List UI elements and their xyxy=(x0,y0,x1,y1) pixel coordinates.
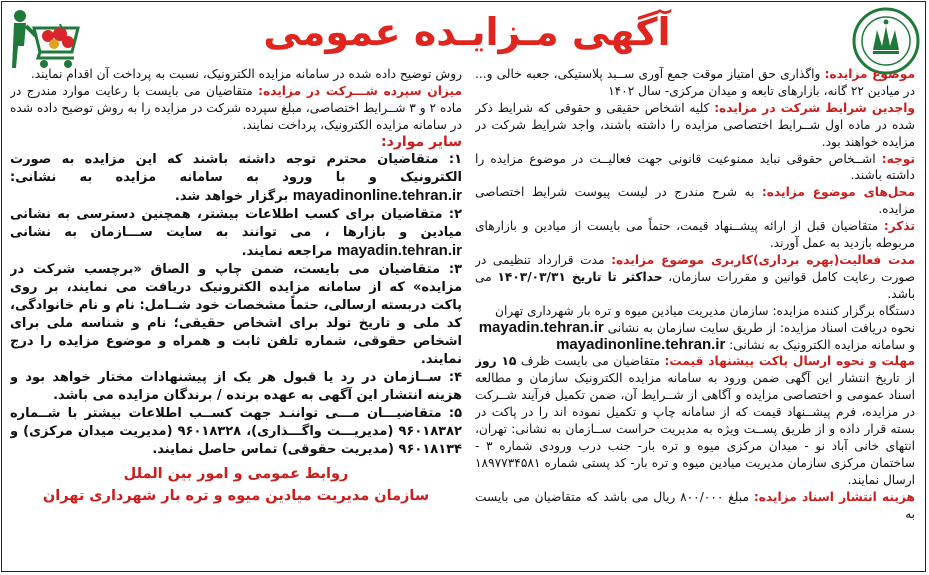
fee-paragraph xyxy=(475,489,915,523)
deadline-paragraph xyxy=(475,353,915,488)
eligibility-text: کلیه اشخاص حقیقی و حقوقی که شرایط ذکر شده در ماده اول شــرایط اختصاصی مزایده را داشته باشند، واجد شرایط شرکت در مزایده خواهند بود. xyxy=(475,100,915,149)
docs-text: نحوه دریافت اسناد مزایده: از طریق سایت سازمان به نشانی xyxy=(603,320,915,335)
locations-label: محل‌های موضوع مزایده: xyxy=(761,185,915,200)
portal-paragraph xyxy=(475,337,915,354)
page-title: آگهی مـزایـده عمومی xyxy=(263,10,671,54)
organizer-paragraph: دستگاه برگزار کننده مزایده: سازمان مدیریت میادین میوه و تره بار شهرداری تهران xyxy=(495,303,915,318)
deadline-text-rest: از تاریخ انتشار این آگهی ضمن ورود به سامانه مزایده الکترونیک سازمان و مطالعه اسناد عمومی و اختصاصی مزایده و آگاهی از شــرایط آن، ضمن تکمیل فرآیند شــرکت در مزایده، فرم پیشــنهاد قیمت که از سامانه چاپ و تکمیل نموده اند را در پاکت در بسته قرار داده و از طریق پســت ویژه به مدیریت حراست ســازمان به نشانی: تهران، انتهای خانی آباد نو - میدان مرکزی میوه و تره بار- جنب درب ورودی شماره ۳ - ساختمان مرکزی سازمان مدیریت میادین میوه و تره بار- کد پستی شماره ۱۸۹۷۷۳۴۵۸۱ ارسال نمایند. xyxy=(475,371,915,487)
misc-item-3: ۳: متقاضیان می بایست، ضمن چاپ و الصاق «برچسب شرکت در مزایده» که از سامانه مزایده الکترونیک دریافت می نمایند، بر روی پاکت دربسته ارسالی، حتماً مشخصات خود شــامل: نام و نام خانوادگی، کد ملی و تاریخ تولد برای اشخاص حقیقی؛ نام و شناسه ملی برای اشخاص حقوقی، شماره تلفن ثابت و همراه و موضوع مزایده را درج نمایند. xyxy=(10,261,462,367)
misc-item-1 xyxy=(10,151,462,206)
right-column xyxy=(475,66,915,571)
signature-block xyxy=(10,463,462,507)
deadline-label: مهلت و نحوه ارسال پاکت پیشنهاد قیمت: xyxy=(664,354,915,369)
misc-item-2-url[interactable]: mayadin.tehran.ir xyxy=(336,241,462,259)
misc-item-1-url[interactable]: mayadinonline.tehran.ir xyxy=(292,186,462,204)
header xyxy=(2,2,925,64)
period-text: مدت قرارداد تنظیمی در صورت رعایت کامل قوانین و مقررات سازمان، xyxy=(475,252,915,284)
deposit-paragraph xyxy=(10,83,462,134)
misc-item-1-text: ۱: متقاضیان محترم توجه داشته باشند که این مزایده به صورت الکترونیک و با ورود به سامانه مزایده به نشانی: xyxy=(10,151,462,185)
reminder-label: تذکر: xyxy=(883,219,915,234)
misc-item-5: ۵: متقاضیـــان مـــی تواننـد جهت کســب اطلاعات بیشتر با شــماره ۹۶۰۱۸۳۸۲ (مدیریـــت واگـــذاری)، ۹۶۰۱۸۳۲۸ (مدیریت میدان مرکزی) و ۹۶۰۱۸۱۳۴ (مدیریت حقوقی) تماس حاصل نمایند. xyxy=(10,405,462,457)
eligibility-label: واجدین شرایط شرکت در مزایده: xyxy=(714,100,915,115)
misc-item-2 xyxy=(10,206,462,261)
reminder-paragraph xyxy=(475,218,915,252)
misc-item-1-end: برگزار خواهد شد. xyxy=(174,188,293,204)
misc-item-2-end: مراجعه نمایند. xyxy=(241,243,337,259)
period-text-end: می باشد. xyxy=(475,269,915,301)
subject-paragraph xyxy=(475,66,915,100)
misc-item-4: ۴: ســازمان در رد یا قبول هر یک از پیشنهادات مختار خواهد بود و هزینه انتشار این آگهی به عهده برنده / برندگان مزایده می باشد. xyxy=(10,369,462,403)
fee-label: هزینه انتشار اسناد مزایده: xyxy=(753,489,915,504)
locations-paragraph xyxy=(475,184,915,218)
site-url-link[interactable]: mayadin.tehran.ir xyxy=(478,318,604,336)
deposit-text: متقاضیان می بایست با رعایت موارد مندرج در ماده ۲ و ۳ شــرایط اختصاصی، مبلغ سپرده شرکت در مزایده را به روش توضیح داده شده در سامانه مزایده الکترونیک، پرداخت نمایند. xyxy=(10,83,462,132)
left-column xyxy=(10,66,462,571)
fee-text: مبلغ ۸۰۰/۰۰۰ ریال می باشد که متقاضیان می بایست به xyxy=(475,489,915,521)
note-paragraph xyxy=(475,151,915,185)
footer-organization: سازمان مدیریت میادین میوه و تره بار شهرداری تهران xyxy=(42,487,430,504)
portal-text: و سامانه مزایده الکترونیک به نشانی: xyxy=(725,337,915,352)
period-label: مدت فعالیت(بهره برداری)کاربری موضوع مزایده: xyxy=(611,252,915,267)
subject-text: واگذاری حق امتیاز موقت جمع آوری ســبد پلاستیکی، جعبه خالی و... در میادین ۲۲ گانه، بازارهای تابعه و میدان مرکزی- سال ۱۴۰۲ xyxy=(475,67,915,98)
portal-url-link[interactable]: mayadinonline.tehran.ir xyxy=(556,335,726,353)
eligibility-paragraph xyxy=(475,100,915,151)
footer-department: روابط عمومی و امور بین الملل xyxy=(123,465,349,482)
advertisement-frame xyxy=(1,1,926,572)
locations-text: به شرح مندرج در لیست پیوست شرایط اختصاصی مزایده. xyxy=(475,185,915,217)
reminder-text: متقاضیان قبل از ارائه پیشــنهاد قیمت، حتماً می بایست از میادین و بازارهای مربوطه بازدید به عمل آورند. xyxy=(475,219,915,251)
shopping-cart-icon xyxy=(10,6,82,72)
note-text: اشــخاص حقوقی نباید ممنوعیت قانونی جهت فعالیــت در موضوع مزایده را داشته باشند. xyxy=(475,151,915,183)
docs-paragraph xyxy=(475,320,915,337)
fee-continuation: روش توضیح داده شده در سامانه مزایده الکترونیک، نسبت به پرداخت آن اقدام نمایند. xyxy=(30,67,462,81)
subject-label: موضوع مزایده: xyxy=(824,67,915,81)
deadline-days: ۱۵ روز xyxy=(475,354,517,369)
period-paragraph xyxy=(475,252,915,303)
misc-heading: سایر موارد: xyxy=(381,133,462,150)
deadline-text: متقاضیان می بایست ظرف xyxy=(516,354,665,369)
deposit-label: میزان سپرده شـــرکت در مزایده: xyxy=(258,83,462,98)
period-deadline: حداکثر تا تاریخ ۱۴۰۳/۰۳/۳۱ xyxy=(497,269,663,284)
misc-item-2-text: ۲: متقاضیان برای کسب اطلاعات بیشتر، همچنین دسترسی به نشانی میادین و بازارها ، می توانند به سایت ســـازمان به نشانی xyxy=(10,206,462,240)
note-label: توجه: xyxy=(881,151,915,166)
